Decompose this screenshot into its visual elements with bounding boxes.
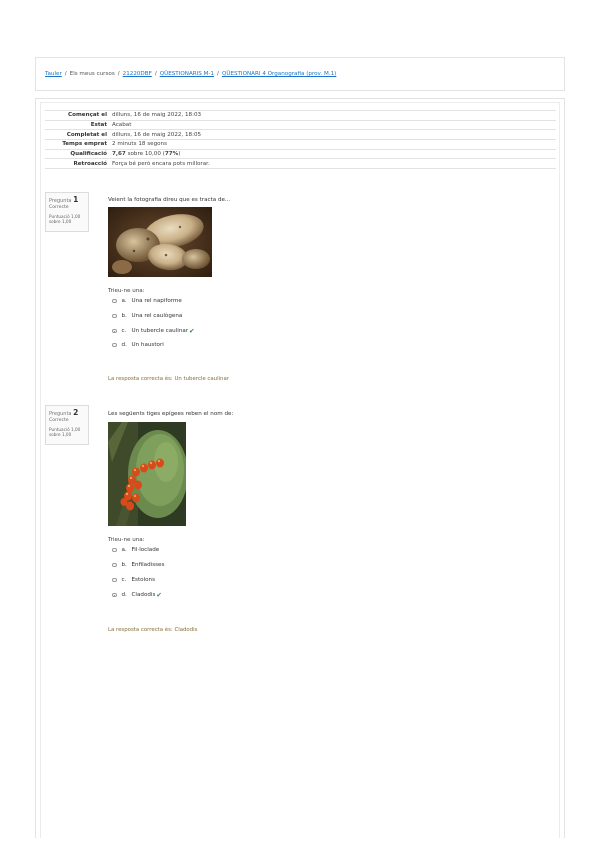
answer-letter: a. [121,298,127,304]
summary-label: Començat el [45,111,112,121]
radio-button[interactable] [112,578,117,583]
answer-letter: d. [121,592,127,598]
summary-value: 2 minuts 18 segons [112,140,556,150]
summary-row-feedback [45,159,556,169]
question-state: Correcte [49,418,69,424]
summary-value: dilluns, 16 de maig 2022, 18:03 [112,111,556,121]
answer-option[interactable] [112,591,162,599]
correct-answer-feedback: La resposta correcta és: Un tubercle caulinar [108,376,229,382]
answer-option[interactable] [112,327,195,335]
summary-value: Força bé però encara pots millorar. [112,159,556,169]
answer-letter: d. [121,342,127,348]
breadcrumb-container [35,57,565,91]
radio-button-selected[interactable] [112,593,117,598]
answer-letter: a. [121,547,127,553]
correct-check-icon: ✔ [189,327,195,335]
breadcrumb-section-link[interactable]: QÜESTIONARIS M-1 [159,71,215,77]
breadcrumb-quiz-link[interactable]: QÜESTIONARI 4 Organografia (prov. M.1) [221,71,337,77]
answer-option[interactable] [112,577,155,583]
answer-text: Un haustori [131,342,164,348]
breadcrumb-course-link[interactable]: 21220DBF [122,71,152,77]
correct-check-icon: ✔ [156,591,162,599]
correct-answer-feedback: La resposta correcta és: Cladodis [108,627,198,633]
answer-letter: c. [121,577,127,583]
answer-letter: b. [121,313,127,319]
answer-option[interactable] [112,342,164,348]
breadcrumb-separator: / [217,71,219,77]
summary-row-time-taken [45,140,556,150]
answer-letter: b. [121,562,127,568]
answer-text: Un tubercle caulinar [131,328,189,334]
radio-button[interactable] [112,548,117,553]
summary-label: Completat el [45,130,112,140]
answer-prompt: Trieu-ne una: [108,537,145,543]
answer-letter: c. [121,328,127,334]
answer-option[interactable] [112,313,182,319]
radio-button-selected[interactable] [112,329,117,334]
question-mark: Puntuació 1,00 sobre 1,00 [49,214,81,225]
grade-out-of: sobre 10,00 ( [125,151,165,158]
answer-text: Una rel caulògena [131,313,183,319]
breadcrumb [45,71,336,77]
question-number-value: 2 [73,408,79,417]
summary-label: Retroacció [45,159,112,169]
potato-image [108,207,212,277]
grade-percent: 77% [164,151,179,158]
answer-text: Estolons [131,577,156,583]
question-label: Pregunta [49,198,72,204]
radio-button[interactable] [112,343,117,348]
summary-value [112,149,556,159]
summary-label: Estat [45,120,112,130]
summary-row-state [45,120,556,130]
question-mark: Puntuació 1,00 sobre 1,00 [49,427,81,438]
answer-option[interactable] [112,562,164,568]
summary-value: dilluns, 16 de maig 2022, 18:05 [112,130,556,140]
summary-label: Qualificació [45,149,112,159]
question-info-box [45,192,89,232]
answer-option[interactable] [112,298,182,304]
breadcrumb-separator: / [154,71,157,77]
question-text: Veient la fotografia direu que es tracta de... [108,197,231,203]
answer-text: Fil·loclade [131,547,160,553]
summary-value: Acabat [112,120,556,130]
summary-label: Temps emprat [45,140,112,150]
answer-option[interactable] [112,547,159,553]
question-number [49,408,85,417]
question-info-box [45,405,89,445]
question-state: Correcte [49,205,69,211]
breadcrumb-home-link[interactable]: Tauler [45,71,62,77]
cactus-image [108,422,186,526]
breadcrumb-separator: / [64,71,67,77]
grade-close: ) [178,151,181,158]
attempt-summary-table [45,110,556,169]
summary-row-started [45,111,556,121]
breadcrumb-my-courses: Els meus cursos [69,71,115,77]
summary-row-completed [45,130,556,140]
question-label: Pregunta [49,411,72,417]
question-text: Les següents tiges epígees reben el nom de: [108,411,234,417]
answer-text: Cladodis [131,592,156,598]
radio-button[interactable] [112,314,117,319]
question-number-value: 1 [73,195,79,204]
radio-button[interactable] [112,299,117,304]
answer-prompt: Trieu-ne una: [108,288,145,294]
question-number [49,195,85,204]
radio-button[interactable] [112,563,117,568]
answer-text: Enfiladisses [131,562,165,568]
grade-score: 7,67 [112,151,126,158]
summary-row-grade [45,149,556,159]
breadcrumb-separator: / [117,71,120,77]
answer-text: Una rel napiforme [131,298,182,304]
